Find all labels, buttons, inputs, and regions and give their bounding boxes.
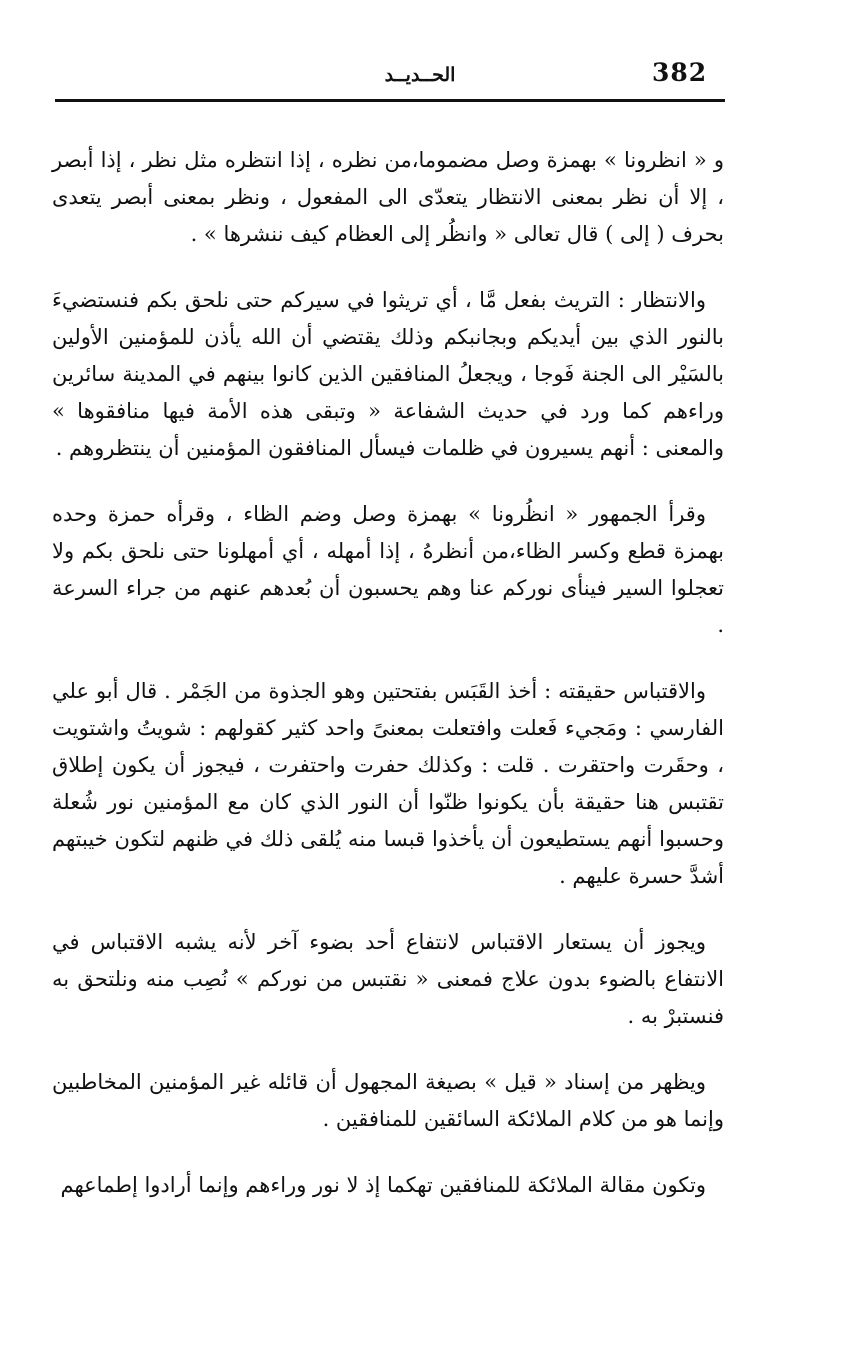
paragraph: وتكون مقالة الملائكة للمنافقين تهكما إذ لا نور وراءهم وإنما أرادوا إطماعهم: [60, 1173, 706, 1197]
chapter-title: الحــديــد: [384, 64, 456, 86]
paragraph: والانتظار : التريث بفعل مَّا ، أي تريثوا في سيركم حتى نلحق بكم فنستضيءَ بالنور الذي بين أيديكم وبجانبكم وذلك يقتضي أن الله يأذن للمؤمنين الأولين بالسَيْر الى الجنة فَوجا ، ويجعلُ المنافقين الذين كانوا بينهم في المدينة سائرين وراءهم كما ورد في حديث الشفاعة « وتبقى هذه الأمة فيها منافقوها » والمعنى : أنهم يسيرون في ظلمات فيسأل المنافقون المؤمنين أن ينتظروهم .: [52, 288, 724, 460]
page-body: [52, 142, 724, 1233]
page-header: [55, 58, 723, 98]
paragraph: و « انظرونا » بهمزة وصل مضموما،من نظره ، إذا انتظره مثل نظر ، إذا أبصر ، إلا أن نظر بمعنى الانتظار يتعدّى الى المفعول ، ونظر بمعنى أبصر يتعدى بحرف ( إلى ) قال تعالى « وانظُر إلى العظام كيف ننشرها » .: [52, 148, 724, 246]
paragraph: ويظهر من إسناد « قيل » بصيغة المجهول أن قائله غير المؤمنين المخاطبين وإنما هو من كلام الملائكة السائقين للمنافقين .: [52, 1070, 724, 1131]
header-rule: [55, 99, 725, 102]
paragraph: والاقتباس حقيقته : أخذ القَبَس بفتحتين وهو الجذوة من الجَمْر . قال أبو علي الفارسي : ومَجيء فَعلت وافتعلت بمعنىً واحد كثير كقولهم : شويتُ واشتويت ، وحقَرت واحتقرت . قلت : وكذلك حفرت واحتفرت ، فيجوز أن يكون إطلاق تقتبس هنا حقيقة بأن يكونوا ظنّوا أن النور الذي كان مع المؤمنين نور شُعلة وحسبوا أنهم يستطيعون أن يأخذوا قبسا منه يُلقى ذلك في ظنهم لتكون خيبتهم أشدَّ حسرة عليهم .: [52, 679, 724, 888]
paragraph: ويجوز أن يستعار الاقتباس لانتفاع أحد بضوء آخر لأنه يشبه الاقتباس في الانتفاع بالضوء بدون علاج فمعنى « نقتبس من نوركم » نُصِب منه ونلتحق به فنستبرْ به .: [52, 930, 724, 1028]
page-number: 382: [652, 58, 708, 87]
paragraph: وقرأ الجمهور « انظُرونا » بهمزة وصل وضم الظاء ، وقرأه حمزة وحده بهمزة قطع وكسر الظاء،من أنظرهُ ، إذا أمهله ، أي أمهلونا حتى نلحق بكم ولا تعجلوا السير فينأى نوركم عنا وهم يحسبون أن بُعدهم عنهم من جراء السرعة .: [52, 502, 724, 637]
